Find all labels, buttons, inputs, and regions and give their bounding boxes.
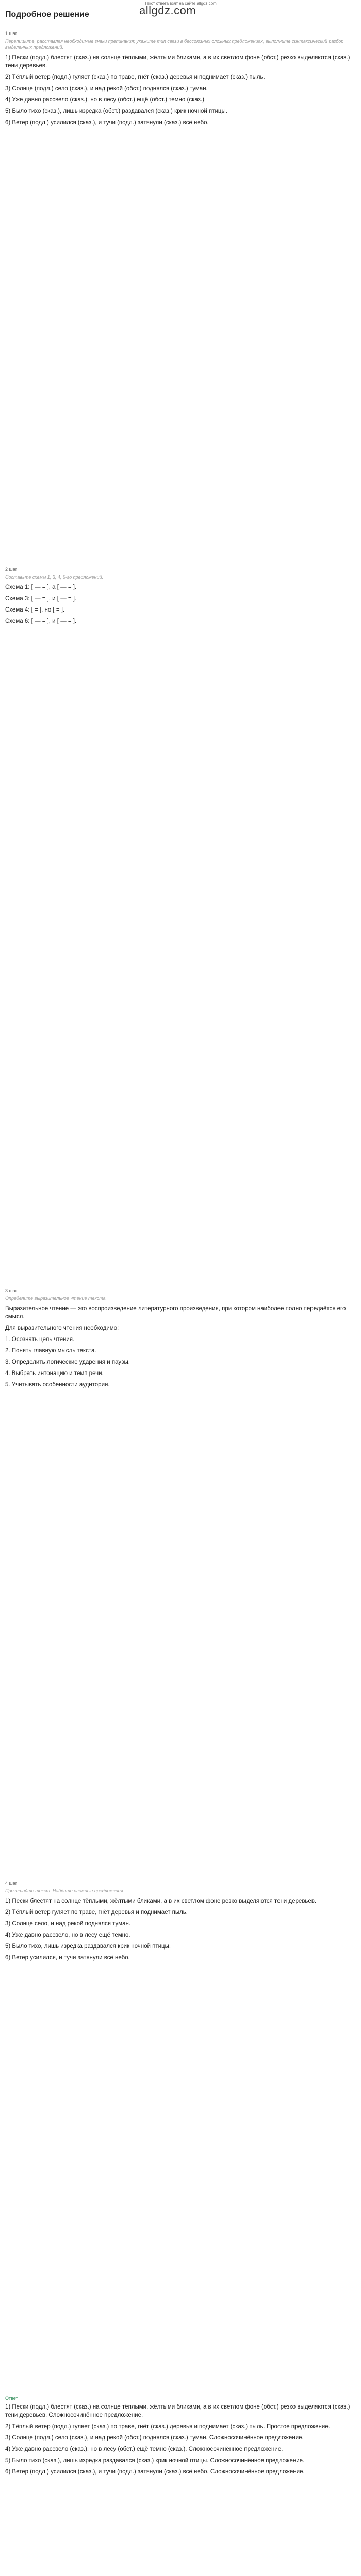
paragraph: 2) Тёплый ветер гуляет по траве, гнёт деревья и поднимает пыль. (5, 1909, 188, 1916)
paragraph: 3) Солнце (подл.) село (сказ.), и над рекой (обст.) поднялся (сказ.) туман. (5, 86, 208, 92)
paragraph: 4) Уже давно рассвело (сказ.), но в лесу (обст.) ещё (обст.) темно (сказ.). (5, 97, 206, 103)
section-label: 4 шаг (5, 1880, 18, 1886)
paragraph: 1) Пески (подл.) блестят (сказ.) на солнце тёплыми, жёлтыми бликами, а в их светлом фоне (обст.) резко выделяются (сказ.) тени деревьев. Сложносочинённое предложение. (5, 2404, 350, 2418)
section-answer (5, 2396, 356, 2479)
section-label: 2 шаг (5, 567, 18, 572)
page-title: Подробное решение (5, 10, 89, 19)
paragraph: 1. Осознать цель чтения. (5, 1336, 75, 1343)
paragraph: 1) Пески (подл.) блестят (сказ.) на солнце тёплыми, жёлтыми бликами, а в их светлом фоне (обст.) резко выделяются (сказ.) тени деревьев. (5, 55, 350, 69)
paragraph: Для выразительного чтения необходимо: (5, 1325, 119, 1331)
section-1 (5, 31, 356, 130)
paragraph: 6) Ветер (подл.) усилился (сказ.), и тучи (подл.) затянули (сказ.) всё небо. Сложносочинённое предложение. (5, 2469, 305, 2475)
paragraph: 5. Учитывать особенности аудитории. (5, 1382, 110, 1388)
paragraph: 5) Было тихо (сказ.), лишь изредка (обст.) раздавался (сказ.) крик ночной птицы. (5, 108, 227, 114)
section-task: Определите выразительное чтение текста. (5, 1296, 107, 1301)
section-task: Составьте схемы 1, 3, 4, 6-го предложений. (5, 574, 103, 580)
paragraph: 4) Уже давно рассвело (сказ.), но в лесу (обст.) ещё темно (сказ.). Сложносочинённое предложение. (5, 2446, 283, 2452)
paragraph: Схема 4: [ = ], но [ = ]. (5, 607, 65, 613)
paragraph: 6) Ветер (подл.) усилился (сказ.), и тучи (подл.) затянули (сказ.) всё небо. (5, 120, 209, 126)
page-header: Текст ответа взят на сайте allgdz.com (144, 1, 217, 6)
paragraph: Схема 1: [ — = ], а [ — = ]. (5, 584, 77, 590)
paragraph: 3. Определить логические ударения и паузы. (5, 1359, 130, 1365)
section-label: 3 шаг (5, 1288, 18, 1293)
paragraph: 3) Солнце село, и над рекой поднялся туман. (5, 1921, 131, 1927)
paragraph: 5) Было тихо (сказ.), лишь изредка раздавался (сказ.) крик ночной птицы. Сложносочинённое предложение. (5, 2458, 305, 2464)
paragraph: 5) Было тихо, лишь изредка раздавался крик ночной птицы. (5, 1943, 171, 1950)
paragraph: Выразительное чтение — это воспроизведение литературного произведения, при котором наиболее полно передаётся его смысл. (5, 1306, 346, 1320)
section-label: 1 шаг (5, 31, 18, 36)
paragraph: Схема 6: [ — = ], и [ — = ]. (5, 618, 77, 624)
section-label: Ответ (5, 2396, 18, 2401)
section-3 (5, 1288, 356, 1392)
paragraph: 4. Выбрать интонацию и темп речи. (5, 1370, 104, 1377)
paragraph: 1) Пески блестят на солнце тёплыми, жёлтыми бликами, а в их светлом фоне резко выделяются тени деревьев. (5, 1898, 317, 1904)
section-2 (5, 567, 356, 629)
paragraph: Схема 3: [ — = ], и [ — = ]. (5, 596, 77, 602)
paragraph: 4) Уже давно рассвело, но в лесу ещё темно. (5, 1932, 130, 1938)
paragraph: 6) Ветер усилился, и тучи затянули всё небо. (5, 1955, 130, 1961)
paragraph: 2) Тёплый ветер (подл.) гуляет (сказ.) по траве, гнёт (сказ.) деревья и поднимает (сказ.) пыль. Простое предложение. (5, 2424, 330, 2430)
paragraph: 2) Тёплый ветер (подл.) гуляет (сказ.) по траве, гнёт (сказ.) деревья и поднимает (сказ.) пыль. (5, 74, 265, 80)
watermark: allgdz.com (139, 4, 196, 17)
section-task: Перепишите, расставляя необходимые знаки препинания; укажите тип связи в бессоюзных сложных предложениях; выполните синтаксический разбор выделенных предложений. (5, 39, 344, 50)
section-4 (5, 1880, 356, 1965)
paragraph: 2. Понять главную мысль текста. (5, 1348, 96, 1354)
section-task: Прочитайте текст. Найдите сложные предложения. (5, 1888, 125, 1893)
paragraph: 3) Солнце (подл.) село (сказ.), и над рекой (обст.) поднялся (сказ.) туман. Сложносочинённое предложение. (5, 2435, 304, 2441)
